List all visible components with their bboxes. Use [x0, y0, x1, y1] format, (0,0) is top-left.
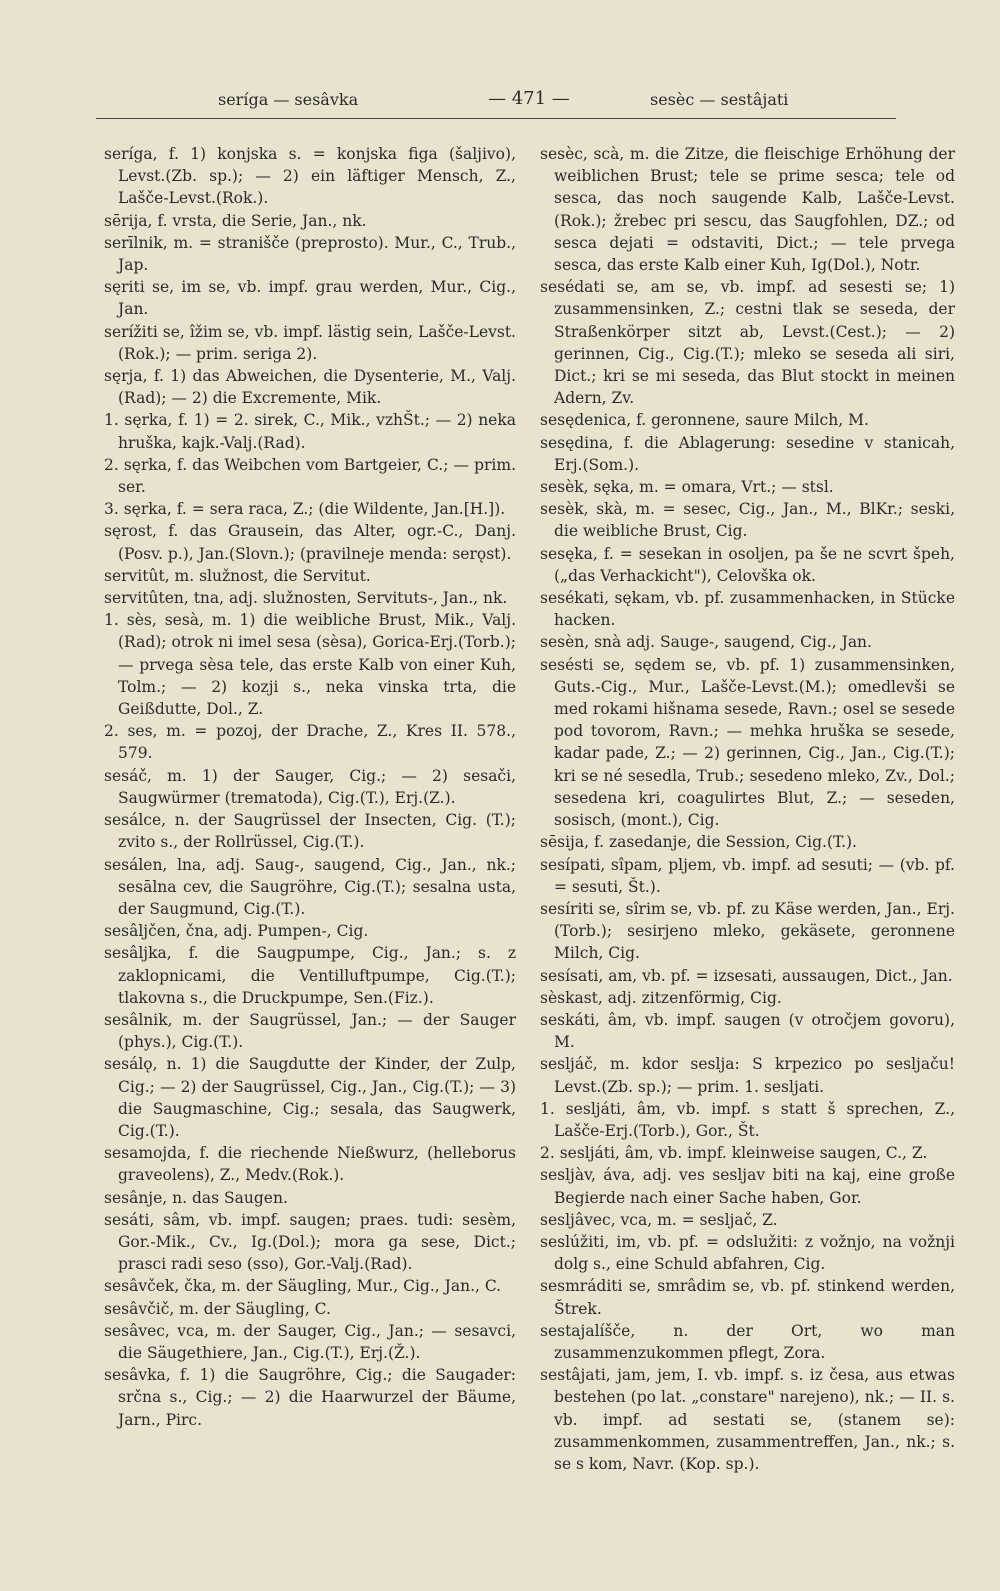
entry-sesmraditi: sesmráditi se, smrâdim se, vb. pf. stinkend werden, Štrek. [540, 1277, 955, 1318]
entry-sestajati: sestâjati, jam, jem, I. vb. impf. s. iz česa, aus etwas bestehen (po lat. „constare" narejeno), nk.; — II. s. vb. impf. ad sestati se, (stanem se): zusammenkommen, zusammentreffen, Jan., nk.; s. se s kom, Navr. (Kop. sp.). [540, 1366, 955, 1473]
entry-sesluziti: seslúžiti, im, vb. pf. = odslužiti: z vožnjo, na vožnji dolg s., eine Schuld abfahren, Cig. [540, 1232, 955, 1274]
entry-sesedati: sesédati se, am se, vb. impf. ad sesesti se; 1) zusammensinken, Z.; cestni tlak se seseda, der Straßenkörper sitzt ab, Levst.(Cest.); — 2) gerinnen, Cig., Cig.(T.); mleko se seseda ali siri, Dict.; kri se mi seseda, das Blut stockt in meinen Adern, Zv. [540, 278, 955, 408]
entry-sesac: sesáč, m. 1) der Sauger, Cig.; — 2) sesači, Saugwürmer (trematoda), Cig.(T.), Erj.(Z.). [104, 766, 516, 807]
entry-sesalen: sesálen, lna, adj. Saug-, saugend, Cig., Jan., nk.; sesālna cev, die Saugröhre, Cig.(T.); sesalna usta, der Saugmund, Cig.(T.). [104, 855, 516, 918]
header-rule [96, 118, 896, 119]
entry-sestajalisce: sestajalíšče, n. der Ort, wo man zusammenzukommen pflegt, Zora. [540, 1321, 955, 1362]
entry-sesati: sesáti, sâm, vb. impf. saugen; praes. tudi: sesèm, Gor.-Mik., Cv., Ig.(Dol.); mora ga sese, Dict.; prasci radi seso (sso), Gor.-Valj.(Rad). [104, 1210, 516, 1274]
entry-seriti: sęriti se, im se, vb. impf. grau werden, Mur., Cig., Jan. [104, 278, 516, 319]
entry-sesalnik: sesâlnik, m. der Saugrüssel, Jan.; — der Sauger (phys.), Cig.(T.). [104, 1010, 516, 1052]
entry-servitut: servitût, m. služnost, die Servitut. [104, 566, 371, 585]
entry-sesamojda: sesamojda, f. die riechende Nießwurz, (helleborus graveolens), Z., Medv.(Rok.). [104, 1144, 516, 1185]
entry-sesavka: sesâvka, f. 1) die Saugröhre, Cig.; die Saugader: srčna s., Cig.; — 2) die Haarwurzel der Bäume, Jarn., Pirc. [104, 1366, 516, 1429]
entry-sesanje: sesânje, n. das Saugen. [104, 1188, 288, 1207]
header-left-guide-words: seríga — sesâvka [218, 90, 359, 109]
entry-sesalce: sesálce, n. der Saugrüssel der Insecten, Cig. (T.); zvito s., der Rollrüssel, Cig.(T.). [104, 811, 516, 852]
entry-seskast: sèskast, adj. zitzenförmig, Cig. [540, 988, 782, 1007]
entry-sesek-1: sesèk, sęka, m. = omara, Vrt.; — stsl. [540, 478, 834, 497]
entry-sesedina: sesędina, f. die Ablagerung: sesedine v stanicah, Erj.(Som.). [540, 433, 955, 474]
entry-sesekati: sesékati, sękam, vb. pf. zusammenhacken, in Stücke hacken. [540, 589, 955, 630]
entry-serja: sęrja, f. 1) das Abweichen, die Dysenterie, M., Valj.(Rad); — 2) die Excremente, Mik. [104, 367, 516, 408]
entry-ses-1: 1. sès, sesà, m. 1) die weibliche Brust, Mik., Valj.(Rad); otrok ni imel sesa (sèsa), Gorica-Erj.(Torb.); — prvega sèsa tele, das erste Kalb von einer Kuh, Tolm.; — 2) kozji s., neka vinska trta, die Geißdutte, Dol., Z. [104, 611, 516, 719]
entry-seseka: sesęka, f. = sesekan in osoljen, pa še ne scvrt špeh, („das Verhackicht"), Celovška ok. [540, 544, 955, 585]
entry-sesavcek: sesâvček, čka, m. der Säugling, Mur., Cig., Jan., C. [104, 1277, 502, 1296]
entry-sesljav: sesljàv, áva, adj. ves sesljav biti na kaj, eine große Begierde nach einer Sache haben, Gor. [540, 1166, 955, 1207]
entry-sesedenica: sesędenica, f. geronnene, saure Milch, M. [540, 411, 869, 430]
entry-seriga: seríga, f. 1) konjska s. = konjska figa (šaljivo), Levst.(Zb. sp.); — 2) ein läftiger Mensch, Z., Lašče-Levst.(Rok.). [104, 145, 516, 208]
left-column [104, 143, 516, 1431]
entry-servituten: servitûten, tna, adj. služnosten, Servituts-, Jan., nk. [104, 589, 508, 608]
entry-serilnik: serīlnik, m. = stranišče (preprosto). Mur., C., Trub., Jap. [104, 233, 516, 275]
entry-ses-2: 2. ses, m. = pozoj, der Drache, Z., Kres II. 578., 579. [104, 722, 516, 763]
entry-sesiriti: sesíriti se, sîrim se, vb. pf. zu Käse werden, Jan., Erj.(Torb.); sesirjeno mleko, gekäsete, geronnene Milch, Cig. [540, 899, 955, 963]
entry-serizhiti: serížiti se, îžim se, vb. impf. lästig sein, Lašče-Levst.(Rok.); — prim. seriga 2). [104, 322, 516, 363]
entry-sesljati-1: 1. sesljáti, âm, vb. impf. s statt š sprechen, Z., Lašče-Erj.(Torb.), Gor., Št. [540, 1099, 955, 1140]
right-column [540, 143, 955, 1475]
entry-seskati: seskáti, âm, vb. impf. saugen (v otročjem govoru), M. [540, 1010, 955, 1052]
entry-sesen: sesèn, snà adj. Sauge-, saugend, Cig., Jan. [540, 633, 872, 652]
header-right-guide-words: sesèc — sestâjati [650, 90, 789, 109]
entry-sesaljka: sesâljka, f. die Saugpumpe, Cig., Jan.; s. z zaklopnicami, die Ventilluftpumpe, Cig.(T.); tlakovna s., die Druckpumpe, Sen.(Fiz.). [104, 944, 516, 1007]
entry-sesisati: sesísati, am, vb. pf. = izsesati, aussaugen, Dict., Jan. [540, 966, 953, 985]
entry-sesek-2: sesèk, skà, m. = sesec, Cig., Jan., M., BlKr.; seski, die weibliche Brust, Cig. [540, 500, 955, 541]
entry-sesljavec: sesljâvec, vca, m. = sesljač, Z. [540, 1210, 778, 1229]
entry-sesipati: sesípati, sîpam, pljem, vb. impf. ad sesuti; — (vb. pf. = sesuti, Št.). [540, 855, 955, 896]
entry-sesavec: sesâvec, vca, m. der Sauger, Cig., Jan.; — sesavci, die Säugethiere, Jan., Cig.(T.), Erj.(Ž.). [104, 1321, 516, 1362]
entry-serost: sęrost, f. das Grausein, das Alter, ogr.-C., Danj.(Posv. p.), Jan.(Slovn.); (pravilneje menda: serǫst). [104, 522, 516, 563]
entry-serija: sērija, f. vrsta, die Serie, Jan., nk. [104, 211, 367, 230]
entry-sesaljcen: sesâljčen, čna, adj. Pumpen-, Cig. [104, 922, 369, 941]
entry-sesljac: sesljáč, m. kdor seslja: S krpezico po sesljaču! Levst.(Zb. sp.); — prim. 1. sesljati. [540, 1055, 955, 1096]
entry-sesec: sesèc, scà, m. die Zitze, die fleischige Erhöhung der weiblichen Brust; tele se prime sesca; tele od sesca, das noch saugende Kalb, Lašče-Levst.(Rok.); žrebec pri sescu, das Saugfohlen, DZ.; od sesca dejati = odstaviti, Dict.; — tele prvega sesca, das erste Kalb einer Kuh, Ig(Dol.), Notr. [540, 145, 955, 275]
running-header [96, 86, 896, 116]
entry-serka-1: 1. sęrka, f. 1) = 2. sirek, C., Mik., vzhŠt.; — 2) neka hruška, kajk.-Valj.(Rad). [104, 411, 516, 452]
page-number: — 471 — [488, 88, 570, 109]
entry-serka-2: 2. sęrka, f. das Weibchen vom Bartgeier, C.; — prim. ser. [104, 455, 516, 497]
entry-sesija: sēsija, f. zasedanje, die Session, Cig.(T.). [540, 833, 857, 852]
entry-serka-3: 3. sęrka, f. = sera raca, Z.; (die Wildente, Jan.[H.]). [104, 500, 506, 519]
entry-sesavcic: sesâvčič, m. der Säugling, C. [104, 1299, 331, 1318]
entry-sesesti: sesésti se, sędem se, vb. pf. 1) zusammensinken, Guts.-Cig., Mur., Lašče-Levst.(M.); omedlevši se med rokami hišnama sesede, Ravn.; osel se sesede pod tovorom, Ravn.; — mehka hruška se sesede, kadar pade, Z.; — 2) gerinnen, Cig., Jan., Cig.(T.); kri se né sesedla, Trub.; sesedeno mleko, Zv., Dol.; sesedena kri, coagulirtes Blut, Z.; — seseden, sosisch, (mont.), Cig. [540, 655, 955, 830]
entry-sesljati-2: 2. sesljáti, âm, vb. impf. kleinweise saugen, C., Z. [540, 1144, 928, 1163]
entry-sesalo: sesálǫ, n. 1) die Saugdutte der Kinder, der Zulp, Cig.; — 2) der Saugrüssel, Cig., Jan., Cig.(T.); — 3) die Saugmaschine, Cig.; sesala, das Saugwerk, Cig.(T.). [104, 1055, 516, 1140]
